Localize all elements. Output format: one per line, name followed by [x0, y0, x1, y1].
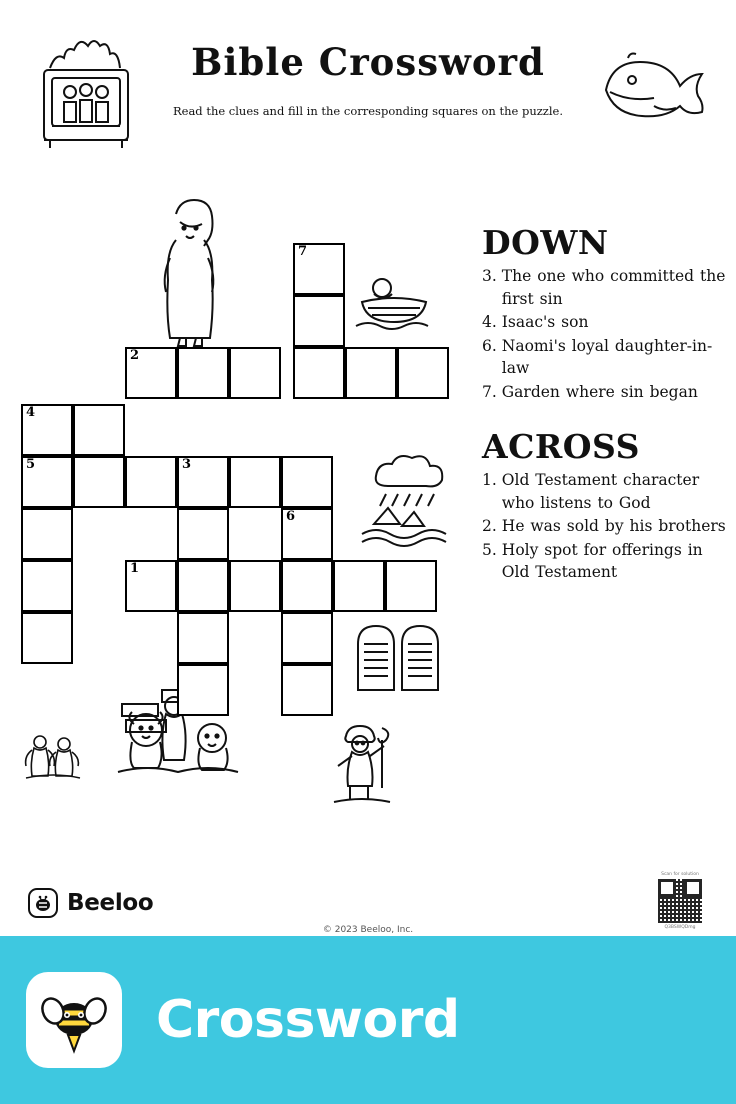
clue-number: 6.	[482, 336, 497, 355]
brand-logo	[28, 888, 153, 918]
clue-number: 3.	[482, 267, 497, 285]
clue-number: 4.	[482, 313, 497, 331]
grid-cell[interactable]	[21, 404, 73, 456]
copyright-text: © 2023 Beeloo, Inc.	[322, 925, 414, 935]
clue-text: Garden where sin began	[501, 382, 698, 401]
grid-cell[interactable]	[73, 456, 125, 508]
clue-item	[482, 335, 726, 380]
qr-label: Scan for solution	[661, 872, 699, 877]
grid-cell-number: 2	[130, 348, 140, 363]
clue-text: Isaac's son	[501, 313, 589, 331]
grid-cell[interactable]	[177, 347, 229, 399]
page-subtitle: Read the clues and fill in the corresponding squares on the puzzle.	[172, 104, 563, 118]
grid-cell-number: 3	[182, 457, 192, 472]
grid-cell[interactable]	[73, 404, 125, 456]
grid-cell[interactable]	[21, 560, 73, 612]
grid-cell[interactable]	[229, 560, 281, 612]
banner-logo	[26, 972, 122, 1068]
clue-text: Old Testament character who listens to God	[501, 471, 700, 512]
qr-code-icon[interactable]	[658, 879, 702, 923]
grid-cell-number: 5	[26, 457, 36, 472]
grid-cell[interactable]	[177, 560, 229, 612]
across-clue-list	[482, 469, 726, 584]
grid-cell[interactable]	[281, 456, 333, 508]
grid-cell[interactable]	[281, 612, 333, 664]
qr-id: Q3BSWQDmg	[664, 925, 696, 930]
ten-commandments-icon	[350, 614, 460, 700]
grid-cell[interactable]	[177, 612, 229, 664]
woman-figure-icon	[150, 196, 230, 351]
clue-number: 2.	[482, 517, 497, 535]
down-clue-list	[482, 265, 726, 403]
clue-text: Holy spot for offerings in Old Testament	[501, 540, 703, 581]
clue-text: Naomi's loyal daughter-in-law	[501, 336, 713, 377]
grid-cell-number: 4	[26, 405, 36, 420]
beeloo-bee-icon	[28, 888, 58, 918]
grid-cell-number: 6	[286, 509, 296, 524]
across-heading: ACROSS	[482, 427, 640, 466]
baby-moses-basket-icon	[352, 272, 436, 334]
clues-panel	[482, 225, 726, 585]
angels-icon	[22, 728, 84, 788]
grid-cell[interactable]	[177, 508, 229, 560]
qr-block	[650, 872, 710, 930]
down-heading: DOWN	[482, 223, 609, 262]
banner-label: Crossword	[156, 990, 460, 1050]
grid-cell[interactable]	[397, 347, 449, 399]
grid-cell[interactable]	[21, 456, 73, 508]
grid-cell[interactable]	[345, 347, 397, 399]
page-title: Bible Crossword	[191, 40, 545, 84]
clue-item	[482, 311, 726, 334]
clue-item	[482, 381, 726, 404]
grid-cell[interactable]	[229, 347, 281, 399]
grid-cell[interactable]	[177, 456, 229, 508]
whale-icon	[598, 52, 708, 132]
grid-cell[interactable]	[177, 664, 229, 716]
grid-cell[interactable]	[293, 243, 345, 295]
grid-cell[interactable]	[281, 664, 333, 716]
clue-item	[482, 539, 726, 584]
grid-cell-number: 1	[130, 561, 140, 576]
brand-name: Beeloo	[67, 890, 154, 916]
clue-number: 5.	[482, 540, 497, 559]
flood-rain-icon	[356, 450, 466, 550]
clue-item	[482, 265, 726, 310]
grid-cell[interactable]	[125, 456, 177, 508]
beeloo-bee-icon	[37, 983, 111, 1057]
grid-cell[interactable]	[281, 560, 333, 612]
grid-cell[interactable]	[229, 456, 281, 508]
grid-cell-number: 7	[298, 244, 308, 259]
clue-number: 7.	[482, 382, 497, 401]
clue-text: He was sold by his brothers	[501, 517, 726, 535]
clue-number: 1.	[482, 471, 497, 489]
fiery-furnace-icon	[30, 30, 140, 150]
clue-item	[482, 515, 726, 538]
grid-cell[interactable]	[293, 295, 345, 347]
grid-cell[interactable]	[385, 560, 437, 612]
grid-cell[interactable]	[333, 560, 385, 612]
grid-cell[interactable]	[281, 508, 333, 560]
grid-cell[interactable]	[125, 560, 177, 612]
shepherd-icon	[322, 718, 400, 808]
clue-text: The one who committed the first sin	[501, 267, 726, 308]
bottom-banner	[0, 936, 736, 1104]
grid-cell[interactable]	[125, 347, 177, 399]
grid-cell[interactable]	[293, 347, 345, 399]
grid-cell[interactable]	[21, 508, 73, 560]
grid-cell[interactable]	[21, 612, 73, 664]
clue-item	[482, 469, 726, 514]
